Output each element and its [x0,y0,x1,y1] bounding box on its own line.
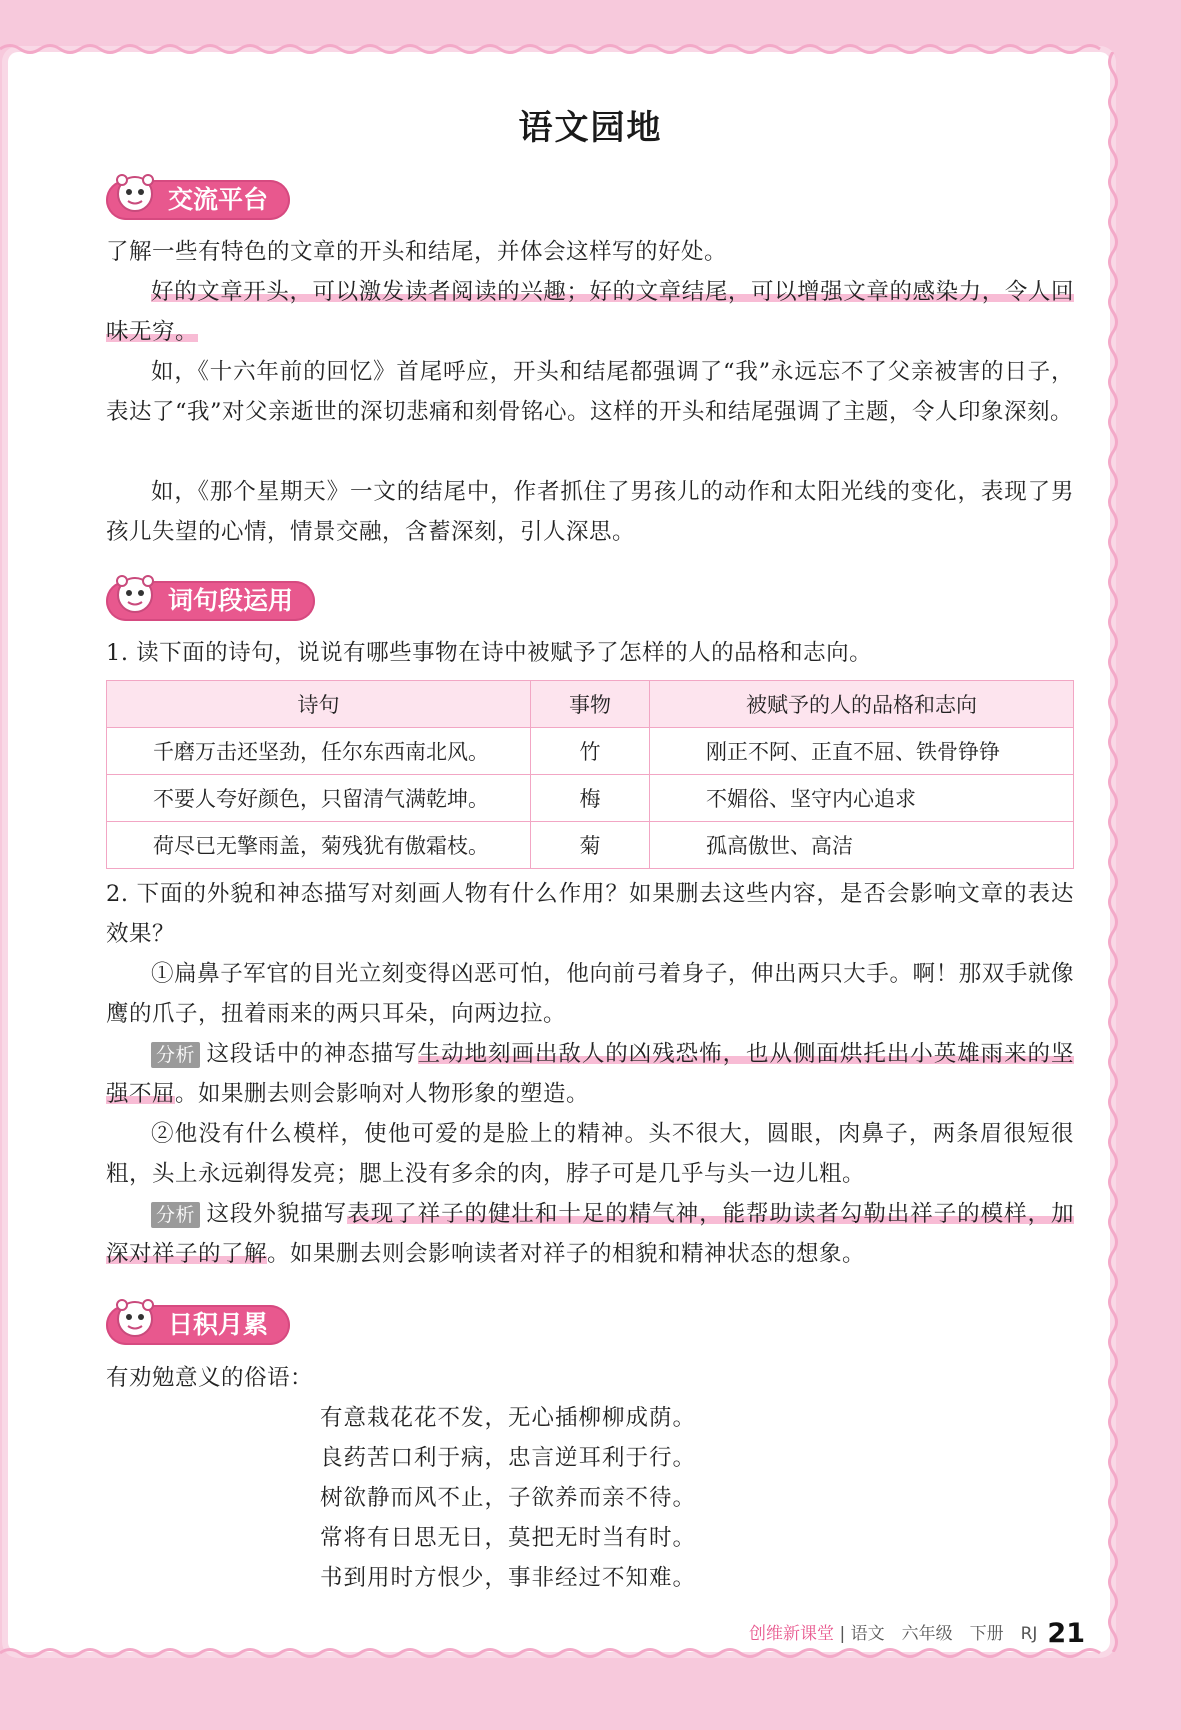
table-header-cell: 事物 [531,681,650,728]
proverb-line: 有意栽花花不发，无心插柳柳成荫。 [320,1405,697,1431]
table-row [107,822,1074,869]
table-cell-poem: 荷尽已无擎雨盖，菊残犹有傲霜枝。 [107,822,531,869]
table-cell-trait: 不媚俗、坚守内心追求 [650,775,1074,822]
table-cell-poem: 不要人夸好颜色，只留清气满乾坤。 [107,775,531,822]
table-cell-object: 菊 [531,822,650,869]
table-cell-object: 梅 [531,775,650,822]
top-wave-border [0,42,1181,56]
table-cell-poem: 千磨万击还坚劲，任尔东西南北风。 [107,728,531,775]
table-header-cell: 诗句 [107,681,531,728]
analysis-1: 分析 这段话中的神态描写生动地刻画出敌人的凶残恐怖，也从侧面烘托出小英雄雨来的坚强不屈。如果删去则会影响对人物形象的塑造。 [106,1041,1074,1107]
table-header-row [107,681,1074,728]
mascot-icon [110,573,160,623]
page-number: 21 [1047,1618,1085,1649]
page-title: 语文园地 [518,108,663,148]
mascot-icon [110,1297,160,1347]
section-header-exchange: 交流平台 [106,180,290,220]
section-header-accumulate: 日积月累 [106,1305,290,1345]
table-cell-trait: 孤高傲世、高洁 [650,822,1074,869]
page-footer [749,1618,1085,1649]
table-row [107,728,1074,775]
example-2: ②他没有什么模样，使他可爱的是脸上的精神。头不很大，圆眼，肉鼻子，两条眉很短很粗，头上永远剃得发亮；腮上没有多余的肉，脖子可是几乎与头一边儿粗。 [106,1121,1074,1187]
proverb-line: 书到用时方恨少，事非经过不知难。 [320,1565,697,1591]
question-1: 1. 读下面的诗句，说说有哪些事物在诗中被赋予了怎样的人的品格和志向。 [106,640,873,666]
analysis-2: 分析 这段外貌描写表现了祥子的健壮和十足的精气神，能帮助读者勾勒出祥子的模样，加深对祥子的了解。如果删去则会影响读者对祥子的相貌和精神状态的想象。 [106,1201,1074,1267]
table-cell-object: 竹 [531,728,650,775]
mascot-icon [110,172,160,222]
exchange-paragraph-3: 如，《那个星期天》一文的结尾中，作者抓住了男孩儿的动作和太阳光线的变化，表现了男孩儿失望的心情，情景交融，含蓄深刻，引人深思。 [106,479,1074,545]
accumulate-intro: 有劝勉意义的俗语： [106,1365,314,1391]
exchange-paragraph-2: 如，《十六年前的回忆》首尾呼应，开头和结尾都强调了“我”永远忘不了父亲被害的日子，表达了“我”对父亲逝世的深切悲痛和刻骨铭心。这样的开头和结尾强调了主题，令人印象深刻。 [106,359,1074,425]
exchange-intro: 了解一些有特色的文章的开头和结尾，并体会这样写的好处。 [106,239,728,265]
exchange-paragraph-1: 好的文章开头，可以激发读者阅读的兴趣；好的文章结尾，可以增强文章的感染力，令人回味无穷。 [106,279,1074,345]
proverb-line: 常将有日思无日，莫把无时当有时。 [320,1525,697,1551]
poem-table [106,680,1074,869]
proverb-line: 树欲静而风不止，子欲养而亲不待。 [320,1485,697,1511]
footer-divider: | [834,1624,851,1644]
analysis-tag: 分析 [151,1202,200,1228]
right-wave-border [1106,52,1120,1652]
question-2: 2. 下面的外貌和神态描写对刻画人物有什么作用？如果删去这些内容，是否会影响文章的表达效果？ [106,881,1074,947]
example-1: ①扁鼻子军官的目光立刻变得凶恶可怕，他向前弓着身子，伸出两只大手。啊！那双手就像鹰的爪子，扭着雨来的两只耳朵，向两边拉。 [106,961,1074,1027]
proverb-line: 良药苦口利于病，忠言逆耳利于行。 [320,1445,697,1471]
section-header-usage: 词句段运用 [106,581,315,621]
analysis-tag: 分析 [151,1042,200,1068]
footer-brand: 创维新课堂 [749,1624,835,1644]
table-cell-trait: 刚正不阿、正直不屈、铁骨铮铮 [650,728,1074,775]
footer-info: 语文 六年级 下册 RJ [850,1624,1038,1644]
table-header-cell: 被赋予的人的品格和志向 [650,681,1074,728]
table-row [107,775,1074,822]
